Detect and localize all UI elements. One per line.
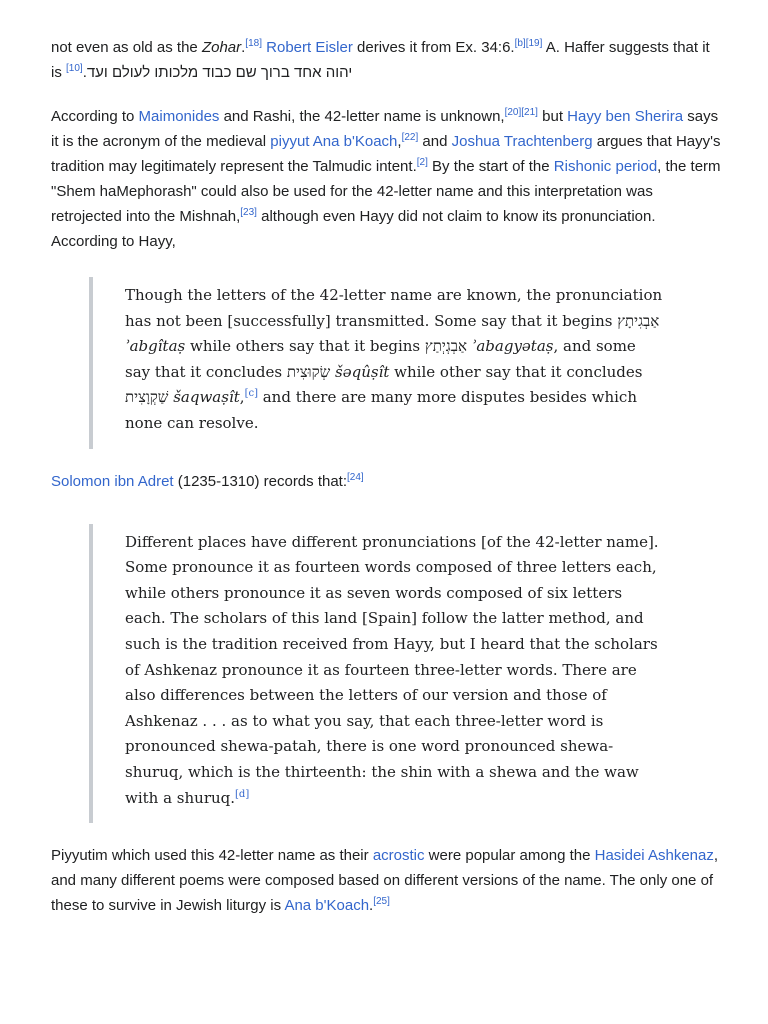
citation-link-25[interactable]: [25] [373,896,390,908]
paragraph-maimonides [51,104,721,254]
link-hasidei-ashkenaz[interactable]: Hasidei Ashkenaz [594,847,714,865]
text: (1235-1310) records that: [173,472,348,490]
text-italic-zohar: Zohar [201,39,242,56]
text: . [241,39,246,56]
link-hayy-ben-sherira[interactable]: Hayy ben Sherira [567,108,684,125]
hebrew-word: שַׁקְוָצִית [125,388,169,407]
text: but [537,108,568,125]
link-ana-bkoach[interactable]: Ana b'Koach [284,897,370,915]
text: . [82,64,87,81]
text: By the start of the [427,158,554,175]
citation-link-19[interactable]: [19] [525,38,543,49]
citation-link-23[interactable]: [23] [240,207,257,218]
citation-link-21[interactable]: [21] [521,107,538,118]
text: although even Hayy did not claim to know its pronunciation. According to Hayy, [51,208,656,250]
text: , the term "Shem haMephorash" could also be used for the 42-letter name and this interpretation was retrojected into the Mishnah, [51,158,721,225]
text: , and many different poems were composed based on different versions of the name. The only one of these to survive in Jewish liturgy is [51,847,719,915]
link-joshua-trachtenberg[interactable]: Joshua Trachtenberg [451,133,593,150]
text: , [239,388,245,407]
citation-link-22[interactable]: [22] [401,132,419,143]
blockquote-adret [89,524,721,824]
note-link-b[interactable]: [b] [514,38,526,49]
hebrew-phrase: יהוה אחד ברוך שם כבוד מלכותו לעולם ועד [86,64,353,81]
text: argues that Hayy's tradition may legitimately represent the Talmudic intent. [51,133,721,175]
text: were popular among the [424,847,595,865]
link-acrostic[interactable]: acrostic [372,847,425,865]
paragraph-zohar [51,35,721,85]
citation-link-18[interactable]: [18] [245,38,262,49]
hebrew-word: שְׂקוּצִית [286,362,331,381]
text: Different places have different pronunciations [of the 42-letter name]. Some pronounce it as fourteen words composed of three letters each, while others pronounce it as seven words composed of six letters each. The scholars of this land [Spain] follow the latter method, and such is the tradition received from Hayy, but I heard that the scholars of Ashkenaz pronounce it as fourteen three-letter words. There are also differences between the letters of our version and those of Ashkenaz . . . as to what you say, that each three-letter word is pronounced shewa-patah, there is one word pronounced shewa-shuruq, which is the thirteenth: the shin with a shewa and the waw with a shuruq. [125,532,659,807]
transliteration: ʾabgîtaṣ [125,337,186,356]
transliteration: šəqûṣît [335,362,390,381]
text: , [397,133,402,150]
link-maimonides[interactable]: Maimonides [138,108,220,125]
note-link-c[interactable]: [c] [244,388,258,400]
paragraph-adret [51,469,721,494]
text: says it is the acronym of the medieval [51,108,719,150]
link-piyyut-ana-bkoach[interactable]: piyyut Ana b'Koach [270,133,398,150]
citation-link-20[interactable]: [20] [504,107,522,118]
text: and there are many more disputes besides which none can resolve. [125,388,637,432]
text: According to [51,108,139,125]
text: not even as old as the [51,39,202,56]
quote-text [125,283,665,437]
hebrew-word: אַבְגְיְתַץ [424,337,467,356]
link-robert-eisler[interactable]: Robert Eisler [266,39,353,56]
citation-link-10[interactable]: [10] [66,63,83,74]
link-rishonic-period[interactable]: Rishonic period [553,158,658,175]
text: while others say that it begins [185,337,425,356]
text: Though the letters of the 42-letter name are known, the pronunciation has not been [successfully] transmitted. Some say that it begins [125,286,663,330]
note-link-d[interactable]: [d] [235,788,250,800]
quote-text [125,530,665,812]
article-content [51,35,721,937]
blockquote-hayy [89,277,721,449]
text: Piyyutim which used this 42-letter name as their [51,847,373,865]
citation-link-24[interactable]: [24] [347,471,364,483]
text: and [418,133,452,150]
text: while other say that it concludes [389,362,643,381]
citation-link-2[interactable]: [2] [416,157,428,168]
text: A. Haffer suggests that it is [51,39,710,81]
text: , and some say that it concludes [125,337,636,381]
text: derives it from Ex. 34:6. [352,39,515,56]
transliteration: šaqwaṣît [173,388,240,407]
hebrew-word: אַבְגִיתָץ [617,311,660,330]
link-solomon-ibn-adret[interactable]: Solomon ibn Adret [51,472,174,490]
paragraph-piyyutim [51,843,721,918]
text: . [369,897,374,915]
text: and Rashi, the 42-letter name is unknown, [219,108,505,125]
transliteration: ʾabagyətaṣ [471,337,554,356]
